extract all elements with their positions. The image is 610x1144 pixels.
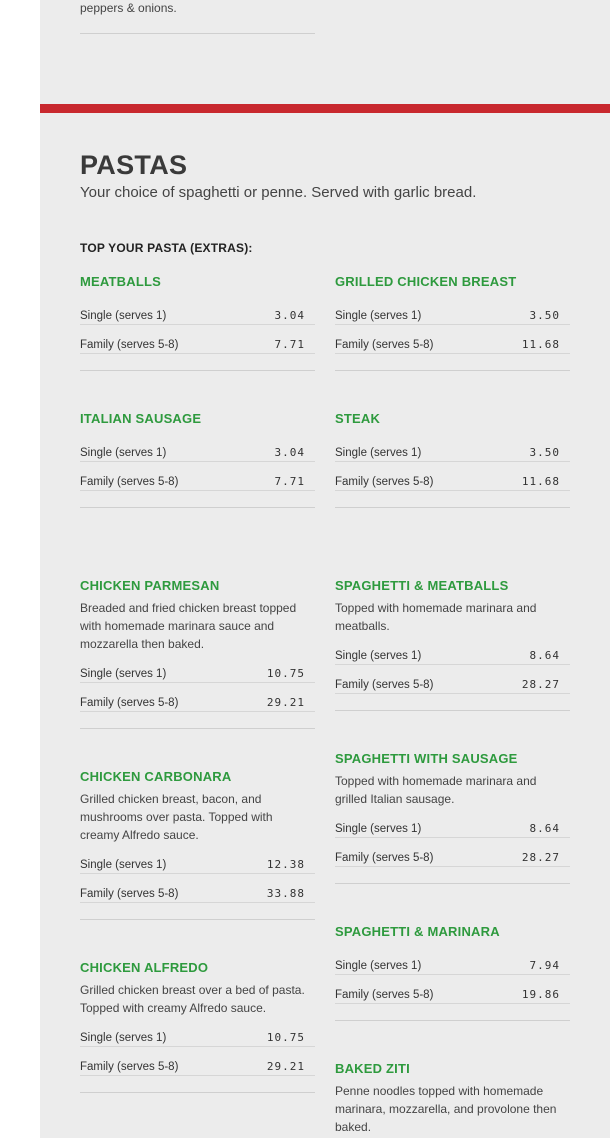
item-divider [335,867,570,884]
size-row-single[interactable] [80,1025,315,1047]
item-divider [80,1076,315,1093]
size-price: 3.50 [529,446,560,459]
size-row-single[interactable] [335,643,570,665]
size-price: 11.68 [521,475,560,488]
item-divider [335,694,570,711]
size-price: 33.88 [266,887,305,900]
item-divider [335,1004,570,1021]
item-name: CHICKEN PARMESAN [80,578,220,593]
item-name: GRILLED CHICKEN BREAST [335,274,517,289]
size-price: 8.64 [529,822,560,835]
size-price: 3.50 [529,309,560,322]
previous-item-description: peppers & onions. [80,1,177,15]
item-description: Penne noodles topped with homemade marinara, mozzarella, and provolone then baked. [335,1084,557,1134]
size-label: Family (serves 5-8) [80,1061,179,1073]
size-label: Single (serves 1) [335,960,422,972]
item-name: SPAGHETTI WITH SAUSAGE [335,751,518,766]
size-label: Family (serves 5-8) [80,339,179,351]
item-name: SPAGHETTI & MEATBALLS [335,578,509,593]
item-description: Grilled chicken breast over a bed of pasta. Topped with creamy Alfredo sauce. [80,983,305,1015]
size-row-single[interactable] [80,852,315,874]
menu-item-spaghetti-marinara[interactable] [335,924,570,1021]
size-label: Family (serves 5-8) [80,888,179,900]
size-row-family[interactable] [335,665,570,694]
item-name: CHICKEN ALFREDO [80,960,209,975]
size-row-family[interactable] [80,874,315,903]
size-label: Single (serves 1) [335,823,422,835]
size-label: Family (serves 5-8) [80,697,179,709]
size-label: Family (serves 5-8) [80,476,179,488]
size-row-single[interactable] [335,951,570,975]
size-price: 3.04 [274,446,305,459]
menu-item-baked-ziti[interactable] [335,1061,570,1144]
size-price: 10.75 [266,1031,305,1044]
size-row-single[interactable] [80,438,315,462]
size-row-family[interactable] [335,975,570,1004]
size-price: 19.86 [521,988,560,1001]
size-label: Single (serves 1) [335,310,422,322]
size-row-single[interactable] [80,661,315,683]
size-price: 7.71 [274,475,305,488]
item-divider [335,354,570,371]
section-subtitle: Your choice of spaghetti or penne. Served with garlic bread. [80,184,477,201]
size-label: Family (serves 5-8) [335,476,434,488]
size-price: 29.21 [266,696,305,709]
size-row-single[interactable] [335,438,570,462]
menu-item-spaghetti-with-sausage[interactable] [335,751,570,884]
size-row-single[interactable] [335,301,570,325]
section-divider-bar [40,104,610,113]
size-row-family[interactable] [80,325,315,354]
item-divider [80,354,315,371]
size-row-family[interactable] [335,838,570,867]
size-price: 12.38 [266,858,305,871]
size-label: Single (serves 1) [335,650,422,662]
size-price: 7.94 [529,959,560,972]
size-row-family[interactable] [80,1047,315,1076]
size-row-single[interactable] [335,816,570,838]
size-row-single[interactable] [80,301,315,325]
size-price: 11.68 [521,338,560,351]
size-label: Family (serves 5-8) [335,339,434,351]
menu-item-italian-sausage[interactable] [80,411,315,508]
section-title: PASTAS [80,150,188,180]
item-name: BAKED ZITI [335,1061,410,1076]
size-price: 7.71 [274,338,305,351]
item-name: MEATBALLS [80,274,161,289]
size-price: 28.27 [521,851,560,864]
menu-item-chicken-carbonara[interactable] [80,769,315,920]
size-price: 8.64 [529,649,560,662]
size-label: Single (serves 1) [80,859,167,871]
size-label: Single (serves 1) [335,447,422,459]
item-description: Topped with homemade marinara and grilled Italian sausage. [335,774,537,806]
size-price: 3.04 [274,309,305,322]
size-label: Single (serves 1) [80,1032,167,1044]
size-row-family[interactable] [335,462,570,491]
item-divider [80,903,315,920]
item-name: SPAGHETTI & MARINARA [335,924,500,939]
menu-item-meatballs[interactable] [80,274,315,371]
item-name: CHICKEN CARBONARA [80,769,232,784]
item-name: ITALIAN SAUSAGE [80,411,202,426]
item-name: STEAK [335,411,381,426]
size-price: 29.21 [266,1060,305,1073]
size-row-family[interactable] [335,325,570,354]
item-description: Grilled chicken breast, bacon, and mushrooms over pasta. Topped with creamy Alfredo sauce. [80,792,273,842]
item-divider [80,491,315,508]
size-row-family[interactable] [80,462,315,491]
size-label: Single (serves 1) [80,447,167,459]
menu-item-chicken-alfredo[interactable] [80,960,315,1093]
item-divider [80,712,315,729]
size-label: Family (serves 5-8) [335,852,434,864]
menu-item-chicken-parmesan[interactable] [80,578,315,729]
divider [80,33,315,34]
extras-heading: TOP YOUR PASTA (EXTRAS): [80,241,253,255]
menu-item-steak[interactable] [335,411,570,508]
size-price: 28.27 [521,678,560,691]
size-price: 10.75 [266,667,305,680]
item-description: Breaded and fried chicken breast topped with homemade marinara sauce and mozzarella then baked. [80,601,297,651]
size-label: Single (serves 1) [80,668,167,680]
item-description: Topped with homemade marinara and meatballs. [335,601,537,633]
size-row-family[interactable] [80,683,315,712]
size-label: Family (serves 5-8) [335,989,434,1001]
size-label: Single (serves 1) [80,310,167,322]
item-divider [335,491,570,508]
size-label: Family (serves 5-8) [335,679,434,691]
menu-item-spaghetti-meatballs[interactable] [335,578,570,711]
menu-item-grilled-chicken-breast[interactable] [335,274,570,371]
